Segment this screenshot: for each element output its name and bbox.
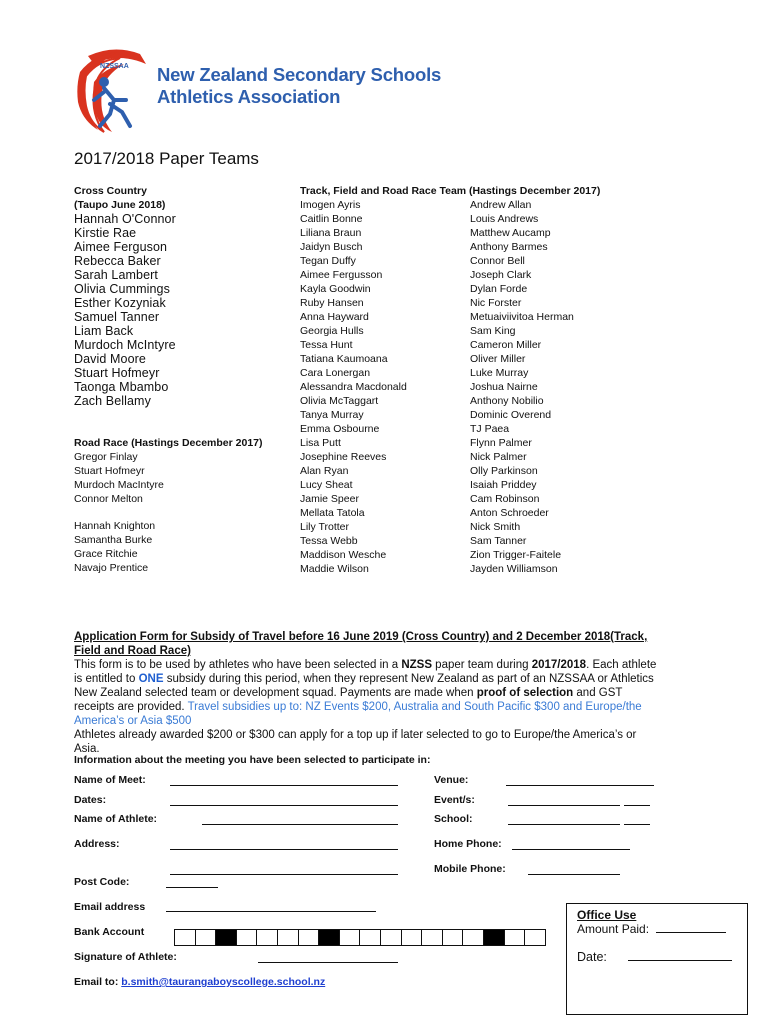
list-item: Josephine Reeves [300,451,387,463]
cross-country-section [74,184,176,408]
list-item: Kayla Goodwin [300,283,371,295]
school-label: School: [434,813,473,825]
date-row [577,950,732,964]
list-item: Lucy Sheat [300,479,353,491]
events-field-extra[interactable] [624,805,650,806]
name-of-meet-label: Name of Meet: [74,774,146,786]
list-item: Jaidyn Busch [300,241,363,253]
email-address-field[interactable] [166,911,376,912]
office-use-title: Office Use [577,908,637,922]
list-item: Anna Hayward [300,311,369,323]
list-item: Anton Schroeder [470,507,549,519]
list-item: Stuart Hofmeyr [74,366,160,380]
bank-account-boxes[interactable] [174,929,546,946]
date-label: Date: [577,950,607,964]
list-item: Ruby Hansen [300,297,364,309]
org-name-line2: Athletics Association [157,86,341,107]
list-item: Georgia Hulls [300,325,364,337]
signature-field[interactable] [258,962,398,963]
list-item: Samantha Burke [74,534,153,546]
events-field[interactable] [508,805,620,806]
bank-account-digit-box[interactable] [421,929,442,946]
list-item: Cam Robinson [470,493,540,505]
svg-text:NZSSAA: NZSSAA [100,63,129,70]
list-item: Esther Kozyniak [74,296,166,310]
school-field[interactable] [508,824,620,825]
list-item: Jamie Speer [300,493,359,505]
list-item: TJ Paea [470,423,510,435]
name-of-meet-field[interactable] [170,785,398,786]
list-item: Zion Trigger-Faitele [470,549,562,561]
list-item: Stuart Hofmeyr [74,465,145,477]
road-race-heading: Road Race (Hastings December 2017) [74,437,263,449]
list-item: Cameron Miller [470,339,542,351]
bank-account-digit-box[interactable] [318,929,339,946]
bank-account-digit-box[interactable] [339,929,360,946]
list-item: Navajo Prentice [74,562,149,574]
name-of-athlete-label: Name of Athlete: [74,813,158,825]
bank-account-digit-box[interactable] [380,929,401,946]
list-item: Sarah Lambert [74,268,158,282]
bank-account-digit-box[interactable] [256,929,277,946]
org-name-line1: New Zealand Secondary Schools [157,64,442,85]
list-item: Connor Bell [470,255,525,267]
bank-account-label: Bank Account [74,926,145,938]
list-item: Luke Murray [470,367,529,379]
amount-paid-label: Amount Paid: [577,922,650,936]
subsidy-amounts: Travel subsidies up to: NZ Events $200, Australia and South Pacific $300 and Europe/the America’s or Asia $500 [74,701,642,727]
list-item: Louis Andrews [470,213,539,225]
list-item: Olivia McTaggart [300,395,379,407]
list-item: Gregor Finlay [74,451,138,463]
list-item: Murdoch MacIntyre [74,479,164,491]
list-item: Rebecca Baker [74,254,161,268]
bank-account-digit-box[interactable] [462,929,483,946]
text-run: paper team during [431,659,532,671]
meeting-info-heading: Information about the meeting you have been selected to participate in: [74,754,431,766]
list-item: Metuaiviivitoa Herman [470,311,574,323]
dates-label: Dates: [74,794,107,806]
bank-account-digit-box[interactable] [236,929,257,946]
list-item: Maddison Wesche [300,549,387,561]
bank-account-digit-box[interactable] [524,929,546,946]
list-item: Connor Melton [74,493,143,505]
text-run: NZSS [401,659,432,671]
list-item: Sam Tanner [470,535,527,547]
venue-field[interactable] [506,785,654,786]
list-item: Flynn Palmer [470,437,532,449]
list-item: Murdoch McIntyre [74,338,176,352]
address-field-line1[interactable] [170,849,398,850]
list-item: Taonga Mbambo [74,380,169,394]
school-field-extra[interactable] [624,824,650,825]
list-item: Lisa Putt [300,437,341,449]
list-item: Dylan Forde [470,283,528,295]
mobile-phone-field[interactable] [528,874,620,875]
bank-account-digit-box[interactable] [277,929,298,946]
list-item: Nick Palmer [470,451,527,463]
list-item: Lily Trotter [300,521,350,533]
list-item: Matthew Aucamp [470,227,551,239]
list-item: Samuel Tanner [74,310,160,324]
date-field[interactable] [628,960,732,961]
track-field-list-2 [470,198,574,576]
venue-label: Venue: [434,774,469,786]
list-item: Tessa Webb [300,535,358,547]
list-item: Nic Forster [470,297,522,309]
list-item: Tegan Duffy [300,255,356,267]
address-field-line2[interactable] [170,874,398,875]
nzssaa-logo [74,42,154,138]
list-item: David Moore [74,352,146,366]
list-item: Zach Bellamy [74,394,151,408]
list-item: Aimee Ferguson [74,240,168,254]
list-item: Liliana Braun [300,227,362,239]
address-label: Address: [74,838,120,850]
list-item: Aimee Fergusson [300,269,383,281]
bank-account-digit-box[interactable] [359,929,380,946]
text-run: subsidy during this period, when they represent New Zealand as part of an NZSSAA or Athletics New Zealand selected team or development squad. Payments are made when [74,673,654,699]
text-run: and GST receipts are provided. [74,687,623,713]
list-item: Hannah O'Connor [74,212,176,226]
bank-account-digit-box[interactable] [483,929,504,946]
road-race-list-1 [74,450,164,506]
email-link[interactable]: b.smith@taurangaboyscollege.school.nz [121,976,326,988]
list-item: Olly Parkinson [470,465,538,477]
application-paragraph-2: Athletes already awarded $200 or $300 can apply for a top up if later selected to go to Europe/the America’s or Asia. [74,729,637,755]
application-body [74,658,664,756]
track-field-heading: Track, Field and Road Race Team (Hastings December 2017) [300,185,601,197]
email-to-label: Email to: [74,976,122,988]
office-use-box [566,903,748,1015]
bank-account-digit-box[interactable] [401,929,422,946]
list-item: Kirstie Rae [74,226,137,240]
list-item: Jayden Williamson [470,563,558,575]
track-field-list-1 [300,198,407,576]
list-item: Sam King [470,325,516,337]
list-item: Mellata Tatola [300,507,365,519]
list-item: Liam Back [74,324,134,338]
list-item: Tessa Hunt [300,339,353,351]
text-run: 2017/2018 [531,659,587,671]
list-item: Nick Smith [470,521,521,533]
bank-account-digit-box[interactable] [298,929,319,946]
list-item: Grace Ritchie [74,548,138,560]
list-item: Joshua Nairne [470,381,538,393]
home-phone-label: Home Phone: [434,838,502,850]
list-item: Isaiah Priddey [470,479,537,491]
events-label: Event/s: [434,794,475,806]
list-item: Joseph Clark [470,269,532,281]
list-item: Emma Osbourne [300,423,380,435]
bank-account-digit-box[interactable] [442,929,463,946]
bank-account-digit-box[interactable] [504,929,525,946]
home-phone-field[interactable] [512,849,630,850]
text-run: proof of selection [476,687,574,699]
list-item: Anthony Barmes [470,241,548,253]
page-title: 2017/2018 Paper Teams [74,149,259,168]
email-to-line [74,976,325,988]
cross-country-heading: Cross Country [74,185,147,197]
list-item: Dominic Overend [470,409,552,421]
list-item: Cara Lonergan [300,367,371,379]
application-paragraph-1 [74,658,664,728]
bank-account-digit-box[interactable] [215,929,236,946]
list-item: Imogen Ayris [300,199,361,211]
list-item: Hannah Knighton [74,520,156,532]
application-heading: Application Form for Subsidy of Travel before 16 June 2019 (Cross Country) and 2 December 2018(Track, Field and Road Race) [74,631,648,657]
email-address-label: Email address [74,901,146,913]
name-of-athlete-field[interactable] [202,824,398,825]
list-item: Andrew Allan [470,199,532,211]
post-code-label: Post Code: [74,876,130,888]
list-item: Maddie Wilson [300,563,369,575]
bank-account-digit-box[interactable] [195,929,216,946]
list-item: Olivia Cummings [74,282,170,296]
amount-paid-row [577,922,726,936]
signature-label: Signature of Athlete: [74,951,177,963]
bank-account-digit-box[interactable] [174,929,195,946]
list-item: Alan Ryan [300,465,349,477]
road-race-list-2 [74,519,155,575]
text-run: This form is to be used by athletes who have been selected in a [74,659,402,671]
list-item: Alessandra Macdonald [300,381,407,393]
list-item: Caitlin Bonne [300,213,363,225]
list-item: Tatiana Kaumoana [300,353,388,365]
list-item: Tanya Murray [300,409,364,421]
list-item: Anthony Nobilio [470,395,544,407]
list-item: Oliver Miller [470,353,526,365]
mobile-phone-label: Mobile Phone: [434,863,506,875]
cross-country-list [74,212,176,408]
text-run: ONE [138,673,164,685]
text-run: . Each athlete is entitled to [74,659,657,685]
dates-field[interactable] [170,805,398,806]
post-code-field[interactable] [166,887,218,888]
amount-paid-field[interactable] [656,932,726,933]
cross-country-subheading: (Taupo June 2018) [74,199,166,211]
